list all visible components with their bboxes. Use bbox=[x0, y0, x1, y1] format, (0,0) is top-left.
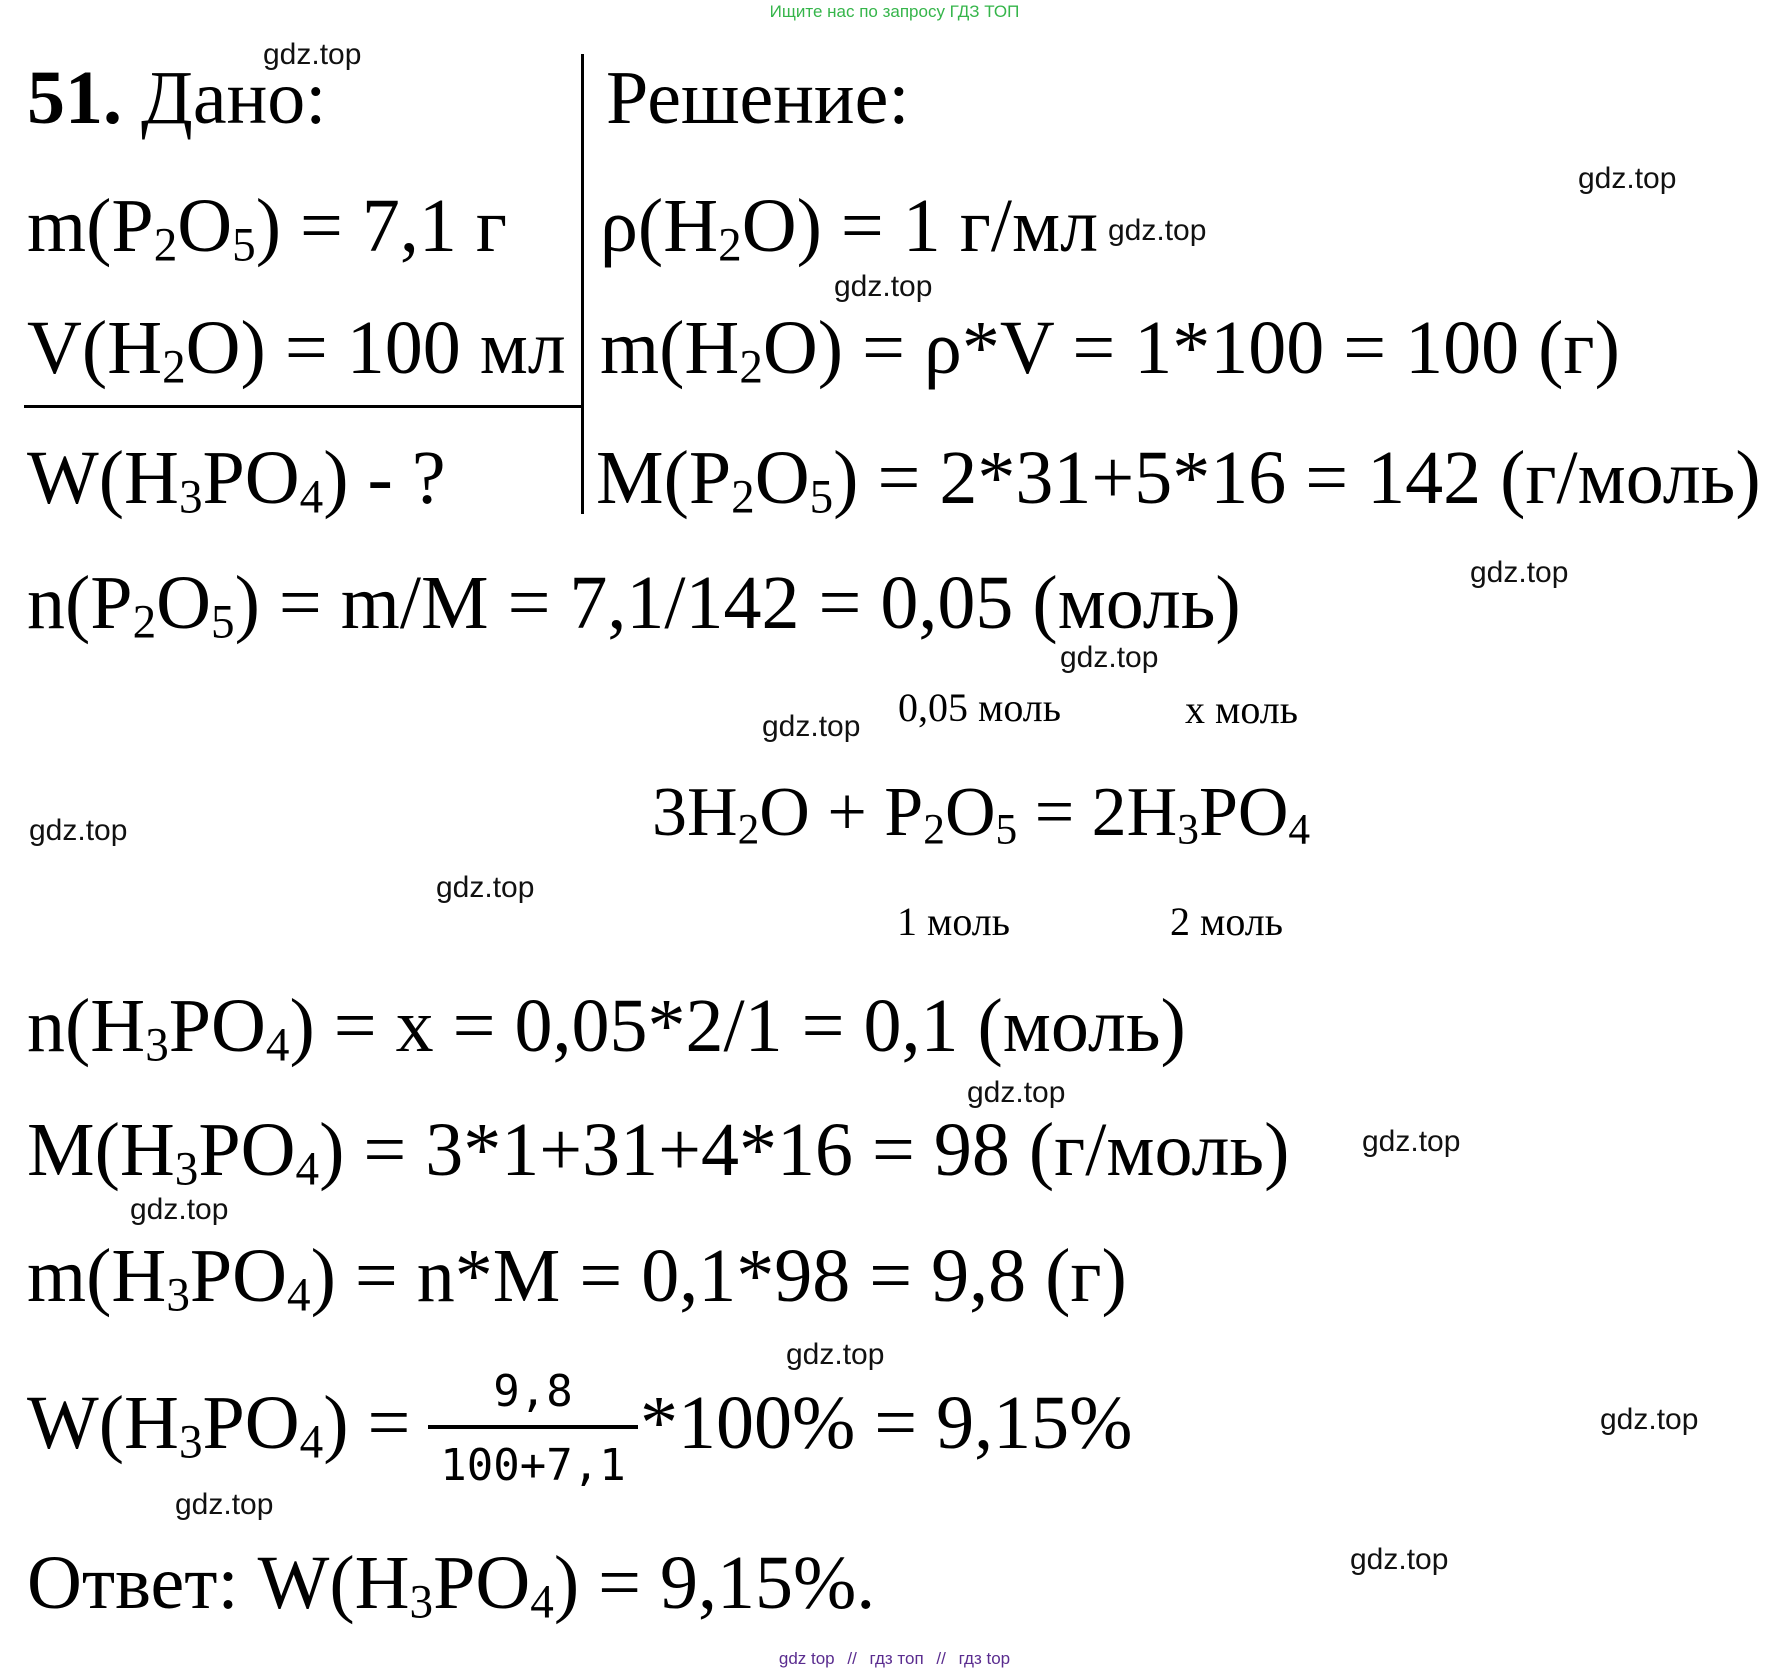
reaction-above-left: 0,05 моль bbox=[898, 685, 1061, 730]
footer-link-gdz-top-ru[interactable]: гдз топ bbox=[869, 1649, 924, 1668]
watermark: gdz.top bbox=[130, 1193, 229, 1226]
mass-h3po4: $m(H_3PO_4) = n*M = 0,1*98 = 9,8$ (г) bbox=[27, 1234, 1127, 1322]
mass-fraction-label: $W(H_3PO_4)$ = bbox=[27, 1381, 411, 1469]
watermark: gdz.top bbox=[1578, 162, 1677, 195]
divider-horizontal bbox=[24, 405, 582, 408]
mass-fraction-fraction bbox=[428, 1365, 638, 1493]
reaction-below-right: 2 моль bbox=[1170, 899, 1283, 944]
watermark: gdz.top bbox=[1060, 641, 1159, 674]
reaction-equation: $3H_2O + P_2O_5 = 2H_3PO_4$ bbox=[652, 774, 1311, 854]
search-banner: Ищите нас по запросу ГДЗ ТОП bbox=[769, 2, 1020, 21]
reaction-above-right: х моль bbox=[1185, 687, 1298, 732]
reaction-below-left: 1 моль bbox=[897, 899, 1010, 944]
problem-header bbox=[27, 56, 327, 140]
watermark: gdz.top bbox=[436, 871, 535, 904]
watermark: gdz.top bbox=[834, 270, 933, 303]
watermark: gdz.top bbox=[263, 38, 362, 71]
moles-p2o5: $n(P_2O_5) = m/M = 7,1/142 = 0,05$ (моль) bbox=[27, 561, 1241, 649]
problem-number: 51. bbox=[27, 56, 122, 140]
divider-vertical bbox=[581, 54, 584, 514]
fraction-numerator: 9,8 bbox=[493, 1366, 573, 1417]
answer: Ответ: $W(H_3PO_4) = 9,15\%$. bbox=[27, 1541, 876, 1629]
watermark: gdz.top bbox=[175, 1488, 274, 1521]
density-water: $\rho(H_2O) = 1$ г/мл bbox=[600, 184, 1099, 272]
footer-separator: // bbox=[936, 1649, 946, 1668]
given-volume-water: $V(H_2O) = 100$ мл bbox=[27, 306, 566, 394]
watermark: gdz.top bbox=[1108, 214, 1207, 247]
footer-link-gdz-top[interactable]: gdz top bbox=[778, 1649, 835, 1668]
solution-title: Решение: bbox=[606, 56, 910, 140]
watermark: gdz.top bbox=[762, 710, 861, 743]
watermark: gdz.top bbox=[967, 1076, 1066, 1109]
watermark: gdz.top bbox=[1600, 1403, 1699, 1436]
mass-water: $m(H_2O) = \rho*V = 1*100 = 100$ (г) bbox=[600, 306, 1620, 394]
watermark: gdz.top bbox=[29, 814, 128, 847]
find-mass-fraction: $W(H_3PO_4)$ - ? bbox=[27, 436, 446, 524]
fraction-bar bbox=[428, 1425, 638, 1429]
given-title: Дано: bbox=[141, 56, 327, 140]
footer-links bbox=[0, 1650, 1789, 1667]
watermark: gdz.top bbox=[1350, 1543, 1449, 1576]
given-mass-p2o5: $m(P_2O_5) = 7,1$ г bbox=[27, 184, 508, 272]
molar-mass-p2o5: $M(P_2O_5) = 2*31+5*16 = 142$ (г/моль) bbox=[596, 436, 1761, 524]
fraction-denominator: 100+7,1 bbox=[440, 1440, 626, 1491]
watermark: gdz.top bbox=[1470, 556, 1569, 589]
footer-separator: // bbox=[847, 1649, 857, 1668]
mass-fraction-result: *100% = 9,15% bbox=[640, 1381, 1133, 1465]
footer-link-gdz-top-mixed[interactable]: гдз top bbox=[958, 1649, 1011, 1668]
moles-h3po4: $n(H_3PO_4) = х = 0,05*2/1 = 0,1$ (моль) bbox=[27, 984, 1186, 1072]
watermark: gdz.top bbox=[786, 1338, 885, 1371]
molar-mass-h3po4: $M(H_3PO_4) = 3*1+31+4*16 = 98$ (г/моль) bbox=[27, 1108, 1290, 1196]
watermark: gdz.top bbox=[1362, 1125, 1461, 1158]
